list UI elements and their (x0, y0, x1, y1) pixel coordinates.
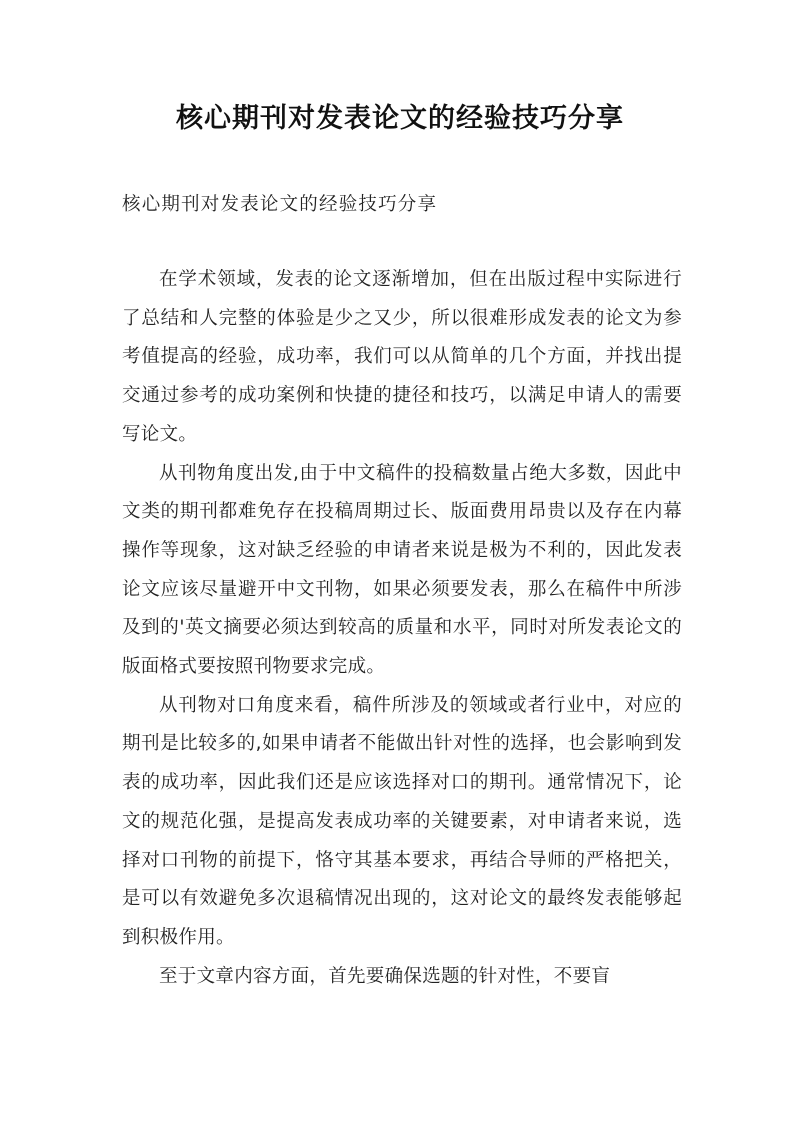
body-paragraph: 从刊物对口角度来看，稿件所涉及的领域或者行业中，对应的期刊是比较多的,如果申请者不能做出针对性的选择，也会影响到发表的成功率，因此我们还是应该选择对口的期刊。通常情况下，论文的规范化强，是提高发表成功率的关键要素，对申请者来说，选择对口刊物的前提下，恪守其基本要求，再结合导师的严格把关，是可以有效避免多次退稿情况出现的，这对论文的最终发表能够起到积极作用。 (122, 694, 682, 948)
document-title: 核心期刊对发表论文的经验技巧分享 (176, 103, 624, 134)
document-body (122, 261, 682, 996)
body-paragraph: 从刊物角度出发,由于中文稿件的投稿数量占绝大多数，因此中文类的期刊都难免存在投稿周期过长、版面费用昂贵以及存在内幕操作等现象，这对缺乏经验的申请者来说是极为不利的，因此发表论文应该尽量避开中文刊物，如果必须要发表，那么在稿件中所涉及到的'英文摘要必须达到较高的质量和水平，同时对所发表论文的版面格式要按照刊物要求完成。 (122, 462, 682, 678)
document-subtitle: 核心期刊对发表论文的经验技巧分享 (122, 194, 438, 215)
body-paragraph: 至于文章内容方面，首先要确保选题的针对性，不要盲 (159, 965, 611, 987)
body-paragraph: 在学术领域，发表的论文逐渐增加，但在出版过程中实际进行了总结和人完整的体验是少之又少，所以很难形成发表的论文为参考值提高的经验，成功率，我们可以从简单的几个方面，并找出提交通过参考的成功案例和快捷的捷径和技巧，以满足申请人的需要写论文。 (122, 269, 682, 445)
